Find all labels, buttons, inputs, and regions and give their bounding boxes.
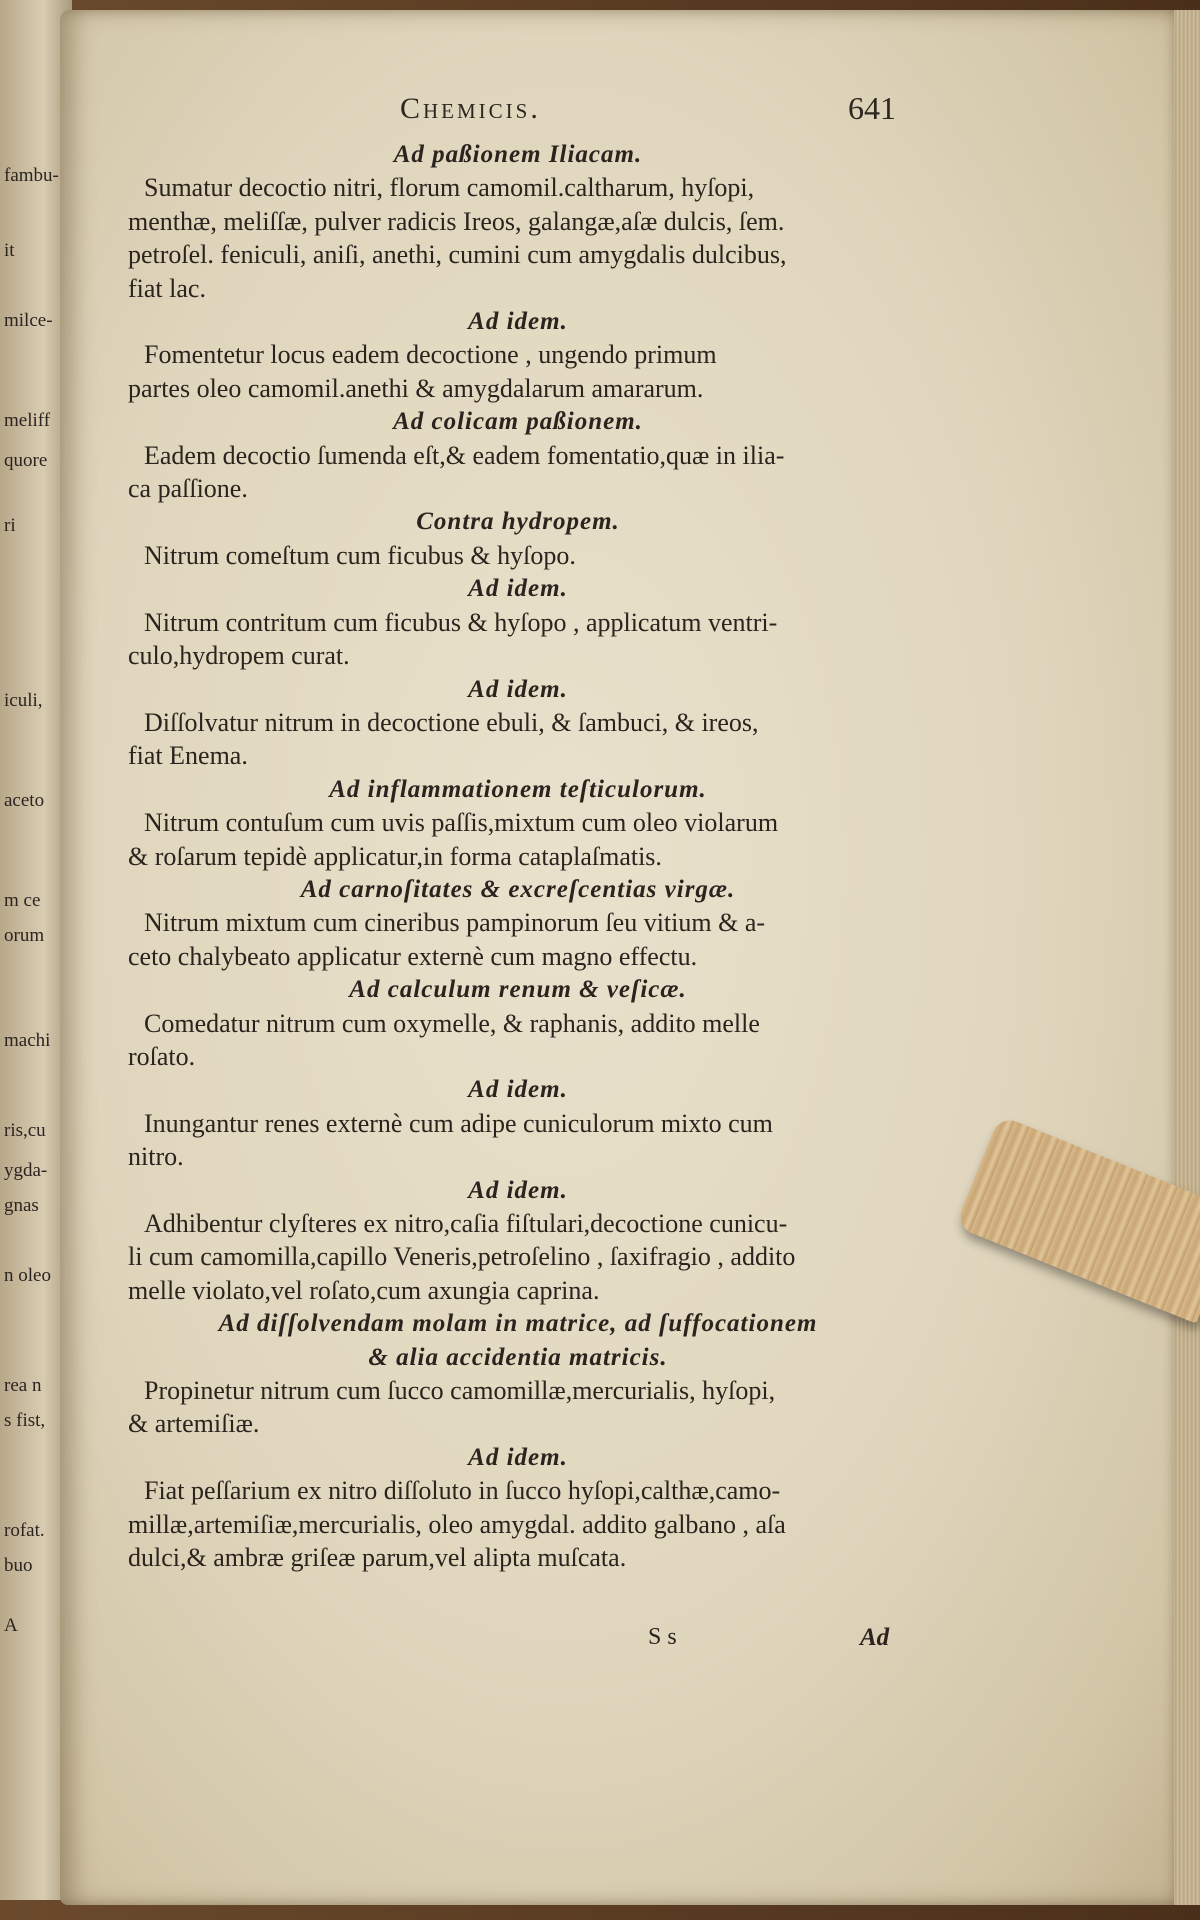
section-heading [128,1073,908,1106]
left-margin-fragment: meliff [4,410,51,431]
section-heading [128,673,908,706]
page-number: 641 [848,90,896,126]
text-line: melle violato,vel roſato,cum axungia caprina. [128,1275,600,1305]
heading-line: Ad inflammationem teſticulorum. [329,775,707,803]
heading-line: Ad calculum renum & veſicæ. [349,976,687,1004]
left-margin-fragment: orum [4,925,45,946]
left-margin-fragment: m ce [4,890,41,911]
catchword: Ad [860,1624,890,1651]
text-line: roſato. [128,1041,196,1071]
heading-line: Ad idem. [468,1176,568,1204]
page-footer [0,1624,1200,1664]
text-line: ceto chalybeato applicatur externè cum magno effectu. [128,941,698,971]
left-margin-fragment: n oleo [4,1265,51,1286]
section-heading [128,572,908,605]
text-line: Nitrum mixtum cum cineribus pampinorum ſeu vitium & a- [144,908,766,938]
text-line: Eadem decoctio ſumenda eſt,& eadem fomentatio,quæ in ilia- [144,440,785,470]
section-heading [128,1307,908,1374]
text-line: Propinetur nitrum cum ſucco camomillæ,mercurialis, hyſopi, [144,1376,776,1406]
page-stack-edge [1174,10,1200,1905]
text-line: millæ,artemiſiæ,mercurialis, oleo amygdal. addito galbano , aſa [128,1509,786,1539]
text-line: fiat lac. [128,273,206,303]
section-heading [128,1174,908,1207]
left-margin-fragment: buo [4,1555,33,1576]
paragraph [128,1474,908,1574]
paragraph [128,1374,908,1441]
section-heading [128,1441,908,1474]
heading-line: Ad diſſolvendam molam in matrice, ad ſuffocationem [218,1310,818,1338]
text-line: Fiat peſſarium ex nitro diſſoluto in ſucco hyſopi,calthæ,camo- [144,1476,781,1506]
heading-line: Ad idem. [468,1443,568,1471]
text-line: menthæ, meliſſæ, pulver radicis Ireos, galangæ,aſæ dulcis, ſem. [128,206,785,236]
left-margin-fragment: rofat. [4,1520,45,1541]
heading-line: Ad idem. [468,308,568,336]
left-margin-fragment: gnas [4,1195,39,1216]
text-line: fiat Enema. [128,741,248,771]
section-heading [128,505,908,538]
left-margin-fragment: it [4,240,15,261]
heading-line: Ad carnoſitates & excreſcentias virgæ. [300,875,736,903]
text-line: Fomentetur locus eadem decoctione , ungendo primum [144,340,717,370]
running-title: Chemicis. [400,92,541,125]
text-line: Inungantur renes externè cum adipe cuniculorum mixto cum [144,1108,773,1138]
paragraph [128,1207,908,1307]
left-margin-fragment: s fist, [4,1410,46,1431]
paragraph [128,906,908,973]
left-margin-fragment: aceto [4,790,45,811]
left-margin-fragment: fambu- [4,165,59,186]
section-heading [128,305,908,338]
text-line: Nitrum comeſtum cum ficubus & hyſopo. [144,540,576,570]
paragraph [128,338,908,405]
section-heading [128,973,908,1006]
text-line: & artemiſiæ. [128,1409,260,1439]
heading-line: Contra hydropem. [416,508,620,536]
left-margin-fragment: ris,cu [4,1120,46,1141]
section-heading [128,873,908,906]
paragraph [128,806,908,873]
text-line: culo,hydropem curat. [128,641,350,671]
heading-line: & alia accidentia matricis. [368,1343,668,1371]
left-margin-fragment: milce- [4,310,53,331]
section-heading [128,405,908,438]
left-margin-fragment: A [4,1615,18,1636]
heading-line: Ad colicam paßionem. [393,408,643,436]
text-line: partes oleo camomil.anethi & amygdalarum amararum. [128,373,704,403]
text-line: ca paſſione. [128,474,248,504]
section-heading [128,138,908,171]
left-margin-fragment: machi [4,1030,51,1051]
heading-line: Ad idem. [468,1076,568,1104]
paragraph [128,439,908,506]
text-line: dulci,& ambræ griſeæ parum,vel alipta muſcata. [128,1543,627,1573]
text-line: petroſel. feniculi, aniſi, anethi, cumini cum amygdalis dulcibus, [128,240,787,270]
text-line: Sumatur decoctio nitri, florum camomil.caltharum, hyſopi, [144,173,755,203]
paragraph [128,1007,908,1074]
left-margin-fragment: iculi, [4,690,43,711]
text-line: nitro. [128,1142,184,1172]
text-line: Nitrum contuſum cum uvis paſſis,mixtum cum oleo violarum [144,808,779,838]
paragraph [128,539,908,572]
paragraph [128,706,908,773]
left-margin-fragment: ri [4,515,16,536]
heading-line: Ad paßionem Iliacam. [393,141,643,168]
section-heading [128,773,908,806]
left-margin-fragment: quore [4,450,48,471]
text-line: Diſſolvatur nitrum in decoctione ebuli, & ſambuci, & ireos, [144,707,759,737]
heading-line: Ad idem. [468,575,568,603]
heading-line: Ad idem. [468,675,568,703]
text-block [128,138,908,1574]
paragraph [128,171,908,305]
signature-mark: S s [648,1624,677,1650]
text-line: Adhibentur clyſteres ex nitro,caſia fiſtulari,decoctione cunicu- [144,1209,788,1238]
text-line: Nitrum contritum cum ficubus & hyſopo , applicatum ventri- [144,607,778,637]
text-line: li cum camomilla,capillo Veneris,petroſelino , ſaxifragio , addito [128,1242,796,1272]
page-header [0,92,1200,132]
text-line: & roſarum tepidè applicatur,in forma cataplaſmatis. [128,841,662,871]
text-line: Comedatur nitrum cum oxymelle, & raphanis, addito melle [144,1008,760,1038]
left-margin-fragment: rea n [4,1375,42,1396]
paragraph [128,606,908,673]
paragraph [128,1107,908,1174]
left-margin-fragment: ygda- [4,1160,48,1181]
